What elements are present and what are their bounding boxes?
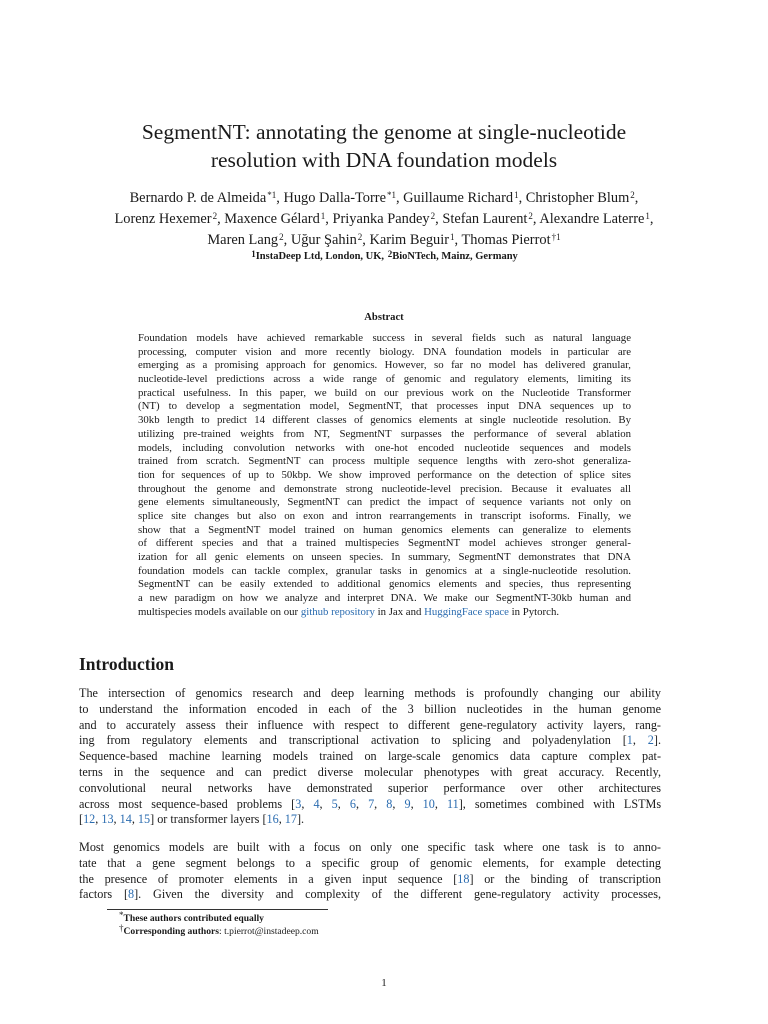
author-affil-sup: 2 [430,211,436,221]
author-separator: , [217,211,225,227]
abstract-line: 30kb length to predict 14 different classes of genomics elements at single nucleotide resolution. By [138,414,631,427]
abstract-line: practical usefulness. In this paper, we build on our previous work on the Nucleotide Transformer [138,386,631,399]
text-run: tate that a gene segment belongs to a specific group of genomic elements, for example detecting [79,855,661,870]
paragraph-line [79,812,661,828]
author-affil-sup: 1 [645,211,650,221]
text-run: , [301,796,314,811]
citation-link[interactable]: 3 [295,796,302,811]
author-separator: , [325,211,333,227]
citation-link[interactable]: 13 [101,812,114,827]
abstract-last-pre: multispecies models available on our [138,605,301,618]
citation-link[interactable]: 4 [313,796,320,811]
paragraph-line [79,781,661,797]
affiliations [0,250,768,264]
text-run: Most genomics models are built with a focus on only one specific task where one task is to anno- [79,840,661,854]
paragraph-line [79,887,661,903]
text-run: ] or the binding of transcription [469,871,661,886]
text-run: , [337,796,350,811]
abstract-line: models, including convolution networks with one-hot encoded nucleotide sequences and models [138,441,631,454]
text-run: , [95,812,102,827]
title-line-1: SegmentNT: annotating the genome at single-nucleotide [141,120,627,144]
text-run: convolutional neural networks have demonstrated superior performance over other architectures [79,780,661,795]
paragraph-line [79,840,661,856]
intro-paragraph-2 [79,840,661,903]
author-separator: , [362,232,370,248]
text-run: ] or transformer layers [ [150,812,267,827]
author-affil-sup: *1 [386,190,396,200]
author-name: Maren Lang [207,232,279,248]
affil-sup-1: 1 [251,249,256,259]
abstract-line: foundation models can tackle complex, granular tasks in genomics at a single-nucleotide resolution. [138,564,631,577]
text-run: ]. Given the diversity and complexity of the different gene-regulatory activity processes, [134,887,662,902]
author-name: Thomas Pierrot [461,232,551,248]
author-affil-sup: 2 [357,232,363,242]
text-run: , [113,812,120,827]
page-number: 1 [381,977,387,989]
abstract-body [138,332,631,619]
abstract-line: emerging as a promising approach for genomics. However, so far no model has delivered granular, [138,359,631,372]
text-run: , [355,796,369,811]
text-run: , [434,796,447,811]
footnote-mark-1: * [119,910,124,920]
text-run: , [319,796,332,811]
footnote-equal-contribution [118,912,319,925]
citation-link[interactable]: 15 [137,812,151,827]
paragraph-line [79,856,661,872]
abstract-heading: Abstract [364,312,404,323]
citation-link[interactable]: 14 [119,812,132,827]
citation-link[interactable]: 5 [331,796,338,811]
text-run: ], sometimes combined with LSTMs [458,796,662,811]
abstract-last-line [138,606,631,620]
author-separator: , [276,190,284,206]
text-run: [ [79,812,84,827]
huggingface-space-link[interactable]: HuggingFace space [424,605,509,618]
paragraph-line [79,702,661,718]
author-name: Bernardo P. de Almeida [129,190,267,206]
abstract-line: gene elements simultaneously, SegmentNT can predict the impact of sequence variants not only on [138,496,631,509]
text-run: , [632,733,648,748]
citation-link[interactable]: 1 [626,733,633,748]
text-run: ]. [653,733,661,748]
author-name: Karim Beguir [369,232,450,248]
author-affil-sup: 2 [630,190,635,200]
author-name: Uğur Şahin [290,232,357,248]
text-run: , [278,812,285,827]
title-line-2: resolution with DNA foundation models [210,148,558,172]
author-name: Alexandre Laterre [539,211,645,227]
text-run: , [392,796,405,811]
footnote-corresponding [118,925,319,938]
author-name: Christopher Blum [525,190,630,206]
abstract-line: splice site changes but also on exon and intron rearrangements in transcript isoforms. Finally, we [138,509,631,522]
affil-sup-2: 2 [387,249,393,259]
author-affil-sup: †1 [551,232,561,242]
citation-link[interactable]: 2 [647,733,654,748]
author-name: Stefan Laurent [442,211,528,227]
paragraph-line [79,872,661,888]
author-separator: , [435,211,443,227]
footnote-email: : t.pierrot@instadeep.com [219,926,319,937]
paragraph-line [79,718,661,734]
abstract-line: (NT) to develop a segmentation model, SegmentNT, that processes input DNA sequences up to [138,400,631,413]
abstract-last-mid: in Jax and [374,605,425,618]
author-line-3 [90,230,678,251]
section-heading-introduction: Introduction [79,654,174,674]
text-run: , [410,796,423,811]
citation-link[interactable]: 18 [457,871,470,886]
text-run: the presence of promoter elements in a given input sequence [ [79,871,458,886]
abstract-line: nucleotide-level predictions across a wide range of genomic and regulatory elements, limiting its [138,373,631,386]
text-run: , [131,812,138,827]
author-separator: , [649,211,654,227]
abstract-line: SegmentNT can be easily extended to additional genomics elements and species, thus representing [138,578,631,591]
author-affil-sup: 2 [279,232,284,242]
author-line-2 [90,209,678,230]
abstract-line: Foundation models have achieved remarkable success in several fields such as natural language [138,332,631,344]
intro-paragraph-1 [79,686,661,828]
citation-link[interactable]: 8 [128,887,135,902]
affil-text-2: BioNTech, Mainz, Germany [392,251,518,262]
citation-link[interactable]: 10 [422,796,435,811]
abstract-line: throughout the genome and demonstrate strong nucleotide-level precision. Because it evaluates all [138,482,631,495]
text-run: and to accurately assess their influence with respect to different gene-regulatory activity layers, rang- [79,717,661,732]
abstract-lines [138,332,631,606]
author-name: Lorenz Hexemer [114,211,212,227]
abstract-line: a new paradigm on how we analyze and interpret DNA. We make our SegmentNT-30kb human and [138,592,631,605]
abstract-line: ization for all genic elements on unseen species. In summary, SegmentNT demonstrates that DNA [138,551,631,563]
footnote-divider [107,909,328,910]
citation-link[interactable]: 17 [284,812,297,827]
text-run: Sequence-based machine learning models trained on large-scale genomics data capture complex pat- [79,749,661,764]
citation-link[interactable]: 8 [386,796,393,811]
text-run: , [374,796,387,811]
author-affil-sup: 1 [450,232,455,242]
paper-title [0,118,768,174]
text-run: across most sequence-based problems [ [79,796,296,811]
text-run: factors [ [79,887,129,902]
footnote-mark-2: † [119,923,124,933]
author-name: Priyanka Pandey [332,211,430,227]
author-separator: , [454,232,462,248]
abstract-line: show that a SegmentNT model trained on human genomics elements can generalize to elements [138,523,631,536]
citation-link[interactable]: 11 [446,796,459,811]
citation-link[interactable]: 12 [83,812,96,827]
author-separator: , [283,232,291,248]
author-line-1 [90,188,678,209]
author-name: Maxence Gélard [224,211,320,227]
citation-link[interactable]: 9 [404,796,411,811]
author-affil-sup: *1 [267,190,277,200]
author-separator: , [634,190,639,206]
abstract-line: utilizing pre-trained weights from NT, SegmentNT surpasses the performance of several ablation [138,427,631,440]
text-run: The intersection of genomics research and deep learning methods is profoundly changing our ability [79,686,661,700]
paragraph-line [79,797,661,813]
citation-link[interactable]: 7 [368,796,375,811]
author-list [90,188,678,251]
author-affil-sup: 2 [528,211,533,221]
paragraph-line [79,749,661,765]
abstract-line: processing, computer vision and more recently biology. DNA foundation models in particular are [138,345,631,358]
author-affil-sup: 1 [320,211,326,221]
author-separator: , [518,190,526,206]
abstract-line: trained from scratch. SegmentNT can process multiple sequence lengths with zero-shot generaliza- [138,455,631,468]
footnote-text-1: These authors contributed equally [123,913,264,924]
text-run: to understand the information encoded in each of the 3 billion nucleotides in the human genome [79,701,661,716]
author-separator: , [395,190,404,206]
paragraph-line [79,733,661,749]
paragraph-line [79,765,661,781]
citation-link[interactable]: 16 [266,812,279,827]
author-separator: , [532,211,540,227]
github-repository-link[interactable]: github repository [300,605,375,618]
abstract-line: of different species and that a trained multispecies SegmentNT model achieves stronger general- [138,537,631,550]
author-name: Guillaume Richard [403,190,514,206]
text-run: terns in the sequence and can predict diverse molecular phenotypes with great accuracy. Recently, [79,764,661,779]
text-run: ing from regulatory elements and transcriptional activation to splicing and polyadenylation [ [79,733,627,748]
author-affil-sup: 2 [212,211,218,221]
footnotes [118,912,319,938]
citation-link[interactable]: 6 [349,796,356,811]
footnote-label-2: Corresponding authors [123,926,220,937]
abstract-line: tion for sequences of up to 50kbp. We show improved performance on the detection of splice sites [138,468,631,481]
author-name: Hugo Dalla-Torre [283,190,386,206]
paragraph-line [79,686,661,702]
text-run: ]. [296,812,305,827]
abstract-last-post: in Pytorch. [508,605,560,618]
affil-text-1: InstaDeep Ltd, London, UK, [255,251,387,262]
author-affil-sup: 1 [514,190,519,200]
